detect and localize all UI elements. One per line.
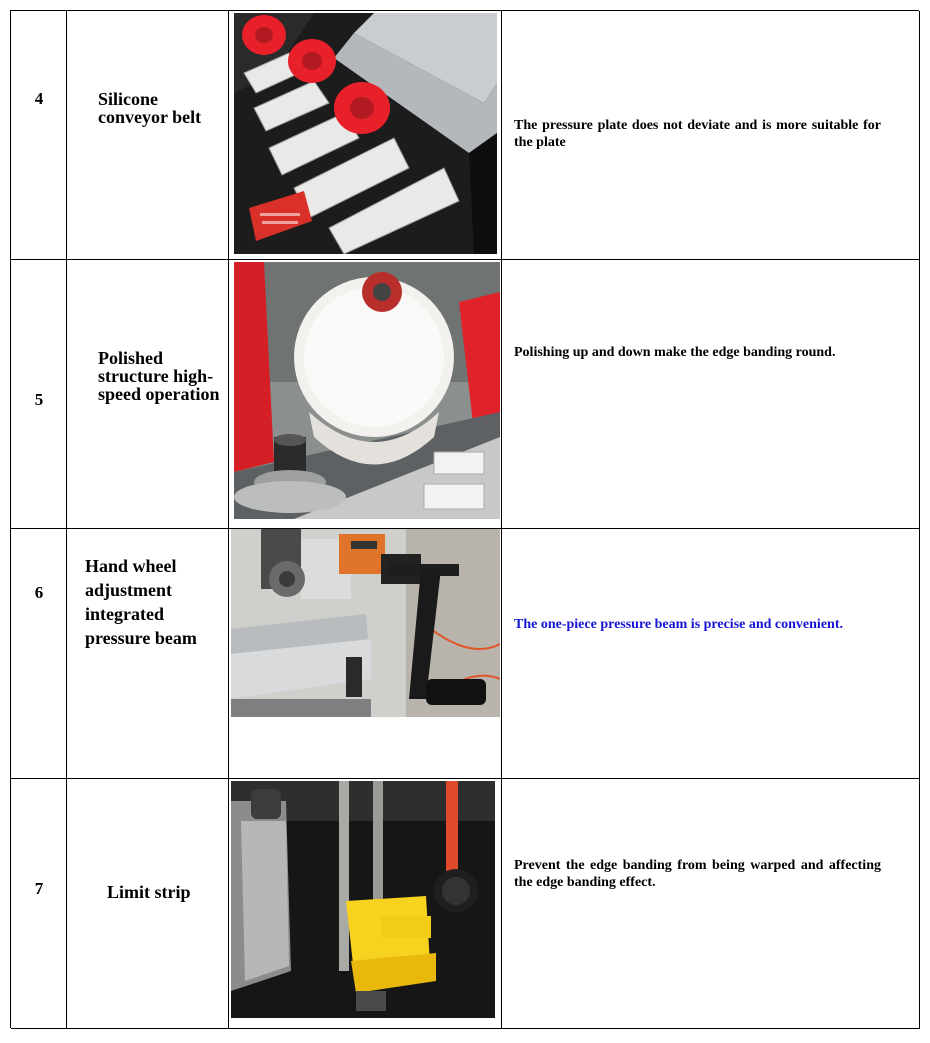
feature-description: Prevent the edge banding from being warped and affecting the edge banding effect. (514, 858, 881, 890)
silicone-conveyor-belt-photo (234, 13, 497, 254)
feature-description: Polishing up and down make the edge banding round. (514, 345, 836, 360)
table-row (11, 260, 920, 529)
feature-description: The pressure plate does not deviate and is more suitable for the plate (514, 118, 881, 150)
row-number: 5 (34, 390, 44, 409)
polishing-wheel-photo (234, 262, 500, 519)
row-number: 4 (34, 89, 44, 108)
table-row (11, 529, 920, 779)
feature-description: The one-piece pressure beam is precise and convenient. (514, 617, 843, 632)
spec-table (10, 10, 919, 1028)
limit-strip-photo (231, 781, 495, 1018)
table-row (11, 779, 920, 1029)
feature-name: Polished structure high-speed operation (98, 348, 220, 404)
table-row (11, 11, 920, 260)
feature-name: Silicone conveyor belt (98, 89, 202, 127)
row-number: 6 (34, 583, 44, 602)
hand-wheel-pressure-beam-photo (231, 529, 500, 717)
row-number: 7 (34, 879, 44, 898)
feature-name: Hand wheel adjustment integrated pressure beam (85, 556, 197, 648)
feature-name: Limit strip (107, 882, 191, 902)
